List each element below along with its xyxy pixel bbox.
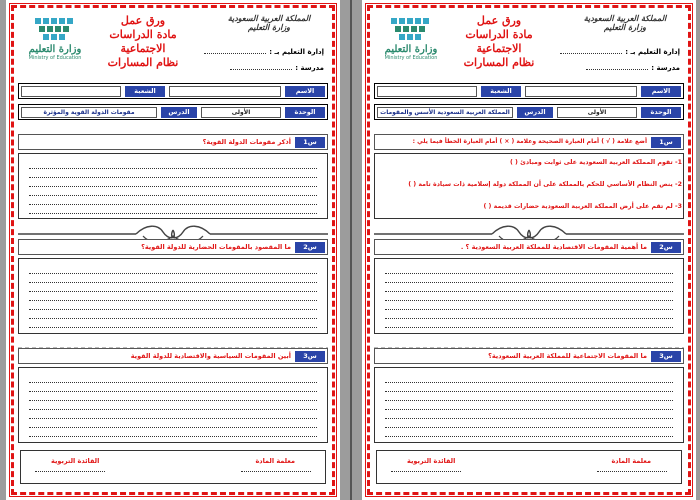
question-2-number: س2 xyxy=(651,242,681,253)
answer-area-3[interactable] xyxy=(374,367,684,443)
admin-field[interactable] xyxy=(204,48,324,56)
teacher-signature-line[interactable] xyxy=(241,471,311,472)
kingdom-calligraphy xyxy=(570,14,680,36)
school-field[interactable] xyxy=(586,64,680,72)
moe-logo xyxy=(20,16,90,74)
unit-value: الأولى xyxy=(201,107,281,118)
leader-label: القائدة التربوية xyxy=(51,457,100,465)
worksheet-page-left xyxy=(6,0,340,500)
question-2-text: ما أهمية المقومات الاقتصادية للمملكة العربية السعودية ؟ . xyxy=(460,243,647,251)
kingdom-calligraphy xyxy=(214,14,324,36)
lesson-label: الدرس xyxy=(161,107,197,118)
question-3-number: س3 xyxy=(295,351,325,362)
question-1 xyxy=(374,134,684,150)
admin-label: إدارة التعليم بـ : xyxy=(269,48,324,56)
name-label: الاسم xyxy=(285,86,325,97)
school-label: مدرسة : xyxy=(295,64,324,72)
section-label: الشعبة xyxy=(125,86,165,97)
school-label: مدرسة : xyxy=(651,64,680,72)
school-field[interactable] xyxy=(230,64,324,72)
statement-3[interactable]: 3- لم تقم على أرض المملكة العربية السعودية حضارات قديمة ( ) xyxy=(483,203,682,210)
question-2 xyxy=(18,239,328,255)
title-line-3: نظام المسارات xyxy=(463,56,535,69)
admin-field[interactable] xyxy=(560,48,680,56)
moe-logo xyxy=(376,16,446,74)
question-3 xyxy=(18,348,328,364)
name-input[interactable] xyxy=(525,86,637,97)
section-label: الشعبة xyxy=(481,86,521,97)
statement-2[interactable]: 2- ينص النظام الأساسي للحكم بالمملكة على أن المملكة دولة إسلامية ذات سيادة تامة ( ) xyxy=(408,181,682,188)
question-1 xyxy=(18,134,328,150)
question-2 xyxy=(374,239,684,255)
title-line-3: نظام المسارات xyxy=(107,56,179,69)
moe-logo-icon xyxy=(32,16,78,42)
lesson-label: الدرس xyxy=(517,107,553,118)
admin-label: إدارة التعليم بـ : xyxy=(625,48,680,56)
unit-row xyxy=(18,104,328,120)
answer-area-2[interactable] xyxy=(374,258,684,334)
title-line-1: ورق عمل xyxy=(120,14,166,27)
signature-box xyxy=(20,450,326,484)
section-input[interactable] xyxy=(21,86,121,97)
kingdom-line-2: وزارة التعليم xyxy=(603,22,647,32)
moe-english-name: Ministry of Education xyxy=(384,55,438,61)
question-3 xyxy=(374,348,684,364)
page-header xyxy=(18,12,328,78)
answer-area-1[interactable] xyxy=(18,153,328,219)
unit-row xyxy=(374,104,684,120)
teacher-label: معلمة المادة xyxy=(611,457,651,465)
question-2-text: ما المقصود بالمقومات الحضارية للدولة القوية؟ xyxy=(141,243,291,251)
name-label: الاسم xyxy=(641,86,681,97)
moe-arabic-name: وزارة التعليم xyxy=(384,44,438,55)
leader-label: القائدة التربوية xyxy=(407,457,456,465)
statement-1[interactable]: 1- تقوم المملكة العربية السعودية على ثوابت ومبادئ ( ) xyxy=(509,159,682,166)
unit-value: الأولى xyxy=(557,107,637,118)
question-3-text: ما المقومات الاجتماعية للمملكة العربية السعودية؟ xyxy=(488,352,647,360)
question-1-text: أضع علامة ( √ ) أمام العبارة الصحيحة وعلامة ( × ) أمام العبارة الخطأ فيما يلي : xyxy=(412,138,647,145)
title-line-1: ورق عمل xyxy=(476,14,522,27)
moe-english-name: Ministry of Education xyxy=(28,55,82,61)
leader-signature-line[interactable] xyxy=(391,471,461,472)
title-line-2: مادة الدراسات الاجتماعية xyxy=(109,28,177,55)
question-3-number: س3 xyxy=(651,351,681,362)
kingdom-line-1: المملكة العربية السعودية xyxy=(583,13,667,23)
kingdom-line-2: وزارة التعليم xyxy=(247,22,291,32)
worksheet-title xyxy=(444,14,554,70)
question-3-text: أبين المقومات السياسية والاقتصادية للدولة القوية xyxy=(130,352,291,360)
lesson-title: المملكة العربية السعودية الأسس والمقومات xyxy=(377,107,513,118)
answer-area-2[interactable] xyxy=(18,258,328,334)
answer-area-3[interactable] xyxy=(18,367,328,443)
worksheet-title xyxy=(88,14,198,70)
lesson-title: مقومات الدولة القوية والمؤثرة xyxy=(21,107,157,118)
unit-label: الوحدة xyxy=(641,107,681,118)
leader-signature-line[interactable] xyxy=(35,471,105,472)
worksheet-page-right xyxy=(362,0,696,500)
unit-label: الوحدة xyxy=(285,107,325,118)
page-header xyxy=(374,12,684,78)
signature-box xyxy=(376,450,682,484)
title-line-2: مادة الدراسات الاجتماعية xyxy=(465,28,533,55)
moe-arabic-name: وزارة التعليم xyxy=(28,44,82,55)
teacher-signature-line[interactable] xyxy=(597,471,667,472)
question-1-number: س1 xyxy=(295,137,325,148)
question-2-number: س2 xyxy=(295,242,325,253)
section-input[interactable] xyxy=(377,86,477,97)
teacher-label: معلمة المادة xyxy=(255,457,295,465)
question-1-number: س1 xyxy=(651,137,681,148)
name-row xyxy=(374,83,684,99)
moe-logo-icon xyxy=(388,16,434,42)
kingdom-line-1: المملكة العربية السعودية xyxy=(227,13,311,23)
name-row xyxy=(18,83,328,99)
question-1-text: أذكر مقومات الدولة القوية؟ xyxy=(202,138,291,146)
page-gutter xyxy=(340,0,362,500)
name-input[interactable] xyxy=(169,86,281,97)
